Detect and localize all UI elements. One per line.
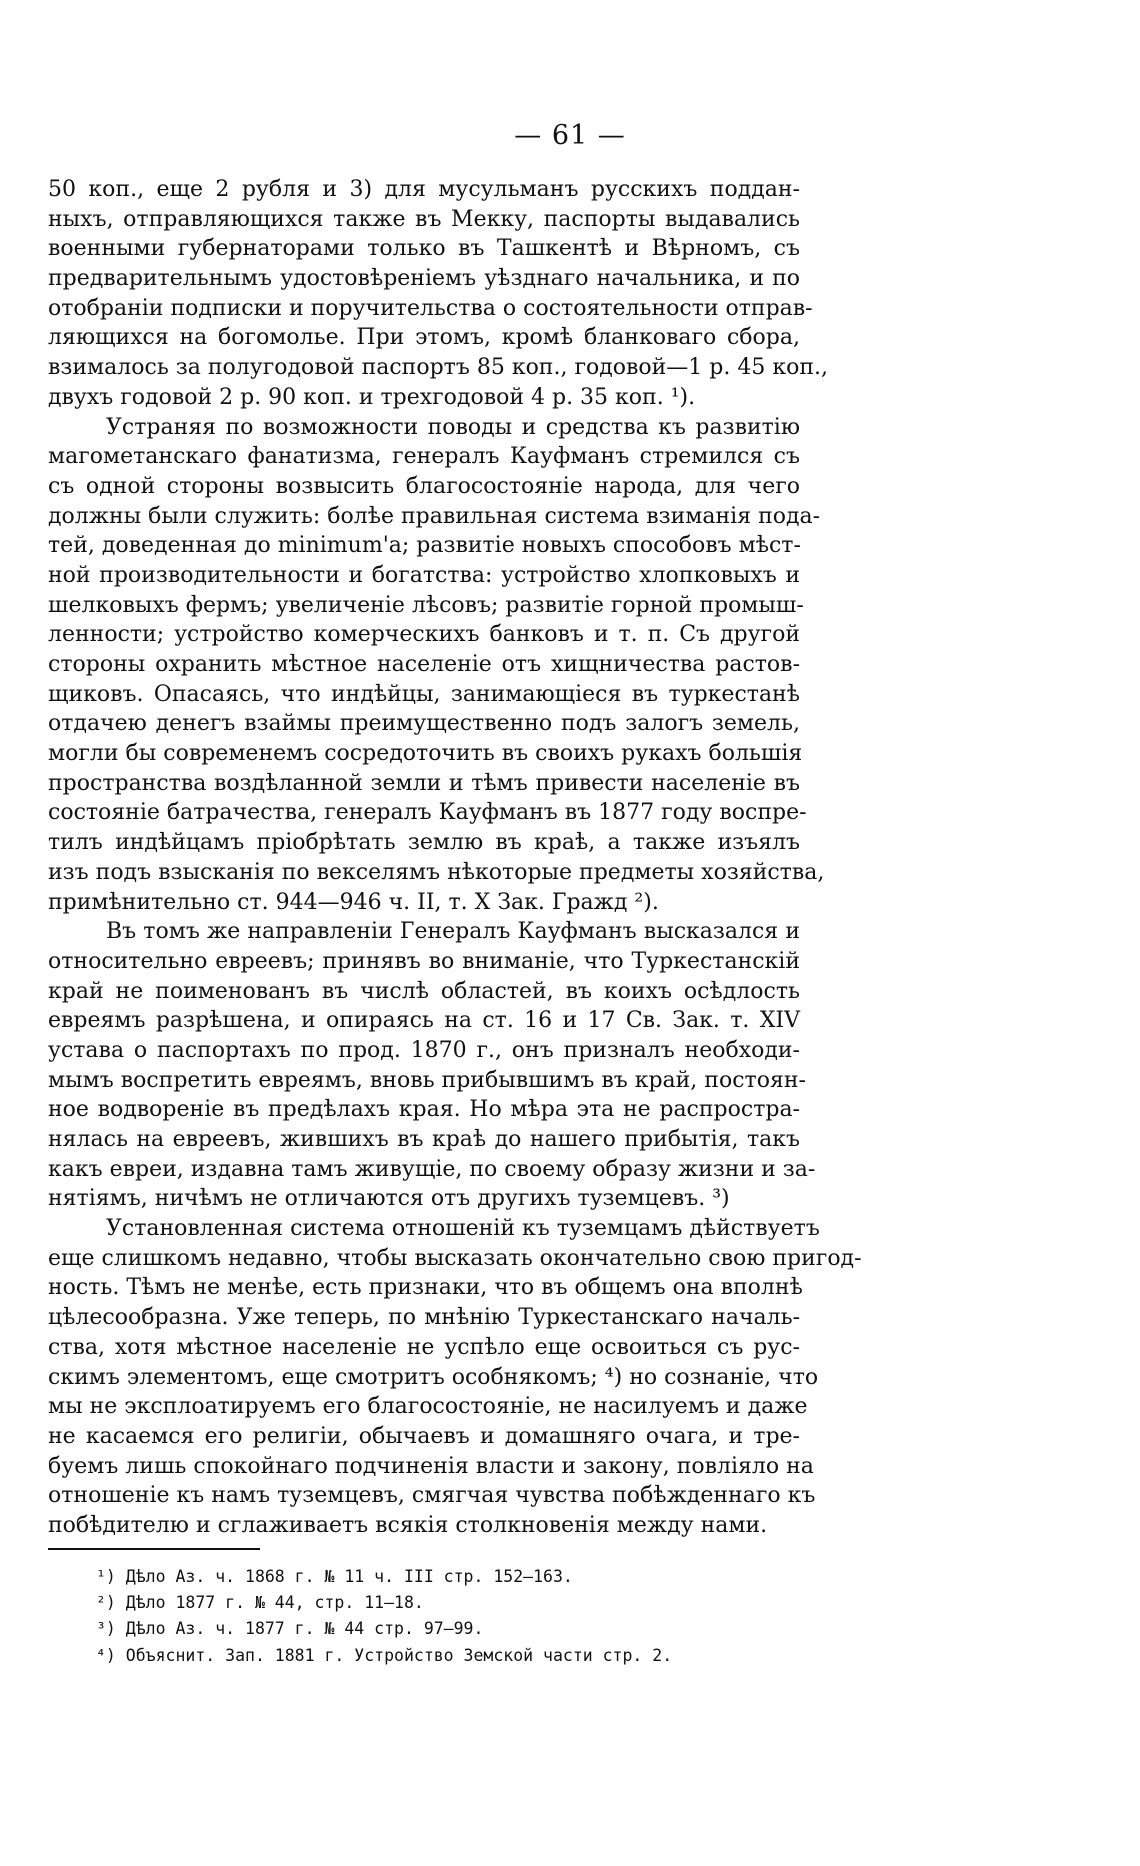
text-line: состояніе батрачества, генералъ Кауфманъ въ 1877 году воспре- — [48, 800, 807, 826]
paragraph-start-line: Устраняя по возможности поводы и средства къ развитію — [106, 414, 800, 440]
text-line: ность. Тѣмъ не менѣе, есть признаки, что въ общемъ она вполнѣ — [48, 1275, 803, 1301]
text-line: евреямъ разрѣшена, и опираясь на ст. 16 и 17 Св. Зак. т. XIV — [48, 1008, 800, 1034]
text-line: примѣнительно ст. 944—946 ч. II, т. X Зак. Гражд ²). — [48, 889, 659, 915]
text-line: отношеніе къ намъ туземцевъ, смягчая чувства побѣжденнаго къ — [48, 1483, 816, 1509]
page-number: — 61 — — [514, 120, 626, 151]
text-line: относительно евреевъ; принявъ во вниманіе, что Туркестанскій — [48, 948, 800, 974]
text-line: отобраніи подписки и поручительства о состоятельности отправ- — [48, 295, 813, 321]
text-line: скимъ элементомъ, еще смотритъ особнякомъ; ⁴) но сознаніе, что — [48, 1364, 819, 1390]
text-line: пространства воздѣланной земли и тѣмъ привести населеніе въ — [48, 770, 800, 796]
paragraph-start-line: Въ томъ же направленіи Генералъ Кауфманъ высказался и — [106, 919, 800, 945]
text-line: должны были служить: болѣе правильная система взиманія пода- — [48, 503, 821, 529]
footnotes — [96, 1564, 796, 1669]
footnote: ³) Дѣло Аз. ч. 1877 г. № 44 стр. 97—99. — [96, 1619, 484, 1639]
footnote-divider — [48, 1548, 260, 1550]
text-line: какъ евреи, издавна тамъ живущіе, по своему образу жизни и за- — [48, 1156, 816, 1182]
text-line: побѣдителю и сглаживаетъ всякія столкновенія между нами. — [48, 1512, 768, 1538]
text-line: нятіямъ, ничѣмъ не отличаются отъ другихъ туземцевъ. ³) — [48, 1186, 730, 1212]
footnote: ⁴) Объяснит. Зап. 1881 г. Устройство Земской части стр. 2. — [96, 1645, 673, 1665]
text-line: тилъ индѣйцамъ пріобрѣтать землю въ краѣ, а также изъялъ — [48, 830, 800, 856]
text-line: край не поименованъ въ числѣ областей, въ коихъ осѣдлость — [48, 978, 800, 1004]
body-text — [48, 175, 862, 1541]
text-line: мы не эксплоатируемъ его благосостояніе, не насилуемъ и даже — [48, 1394, 808, 1420]
text-line: мымъ воспретить евреямъ, вновь прибывшимъ въ край, постоян- — [48, 1067, 806, 1093]
text-line: ляющихся на богомолье. При этомъ, кромѣ бланковаго сбора, — [48, 325, 800, 351]
text-line: стороны охранить мѣстное населеніе отъ хищничества растов- — [48, 652, 800, 677]
text-line: магометанскаго фанатизма, генералъ Кауфманъ стремился съ — [48, 444, 800, 470]
text-line: не касаемся его религіи, обычаевъ и домашняго очага, и тре- — [48, 1423, 800, 1449]
text-line: могли бы современемъ сосредоточить въ своихъ рукахъ большія — [48, 741, 803, 767]
text-line: тей, доведенная до minimum'а; развитіе новыхъ способовъ мѣст- — [48, 533, 801, 559]
text-line: нялась на евреевъ, жившихъ въ краѣ до нашего прибытія, такъ — [48, 1127, 800, 1152]
text-line: двухъ годовой 2 р. 90 коп. и трехгодовой 4 р. 35 коп. ¹). — [48, 384, 696, 410]
text-line: еще слишкомъ недавно, чтобы высказать окончательно свою пригод- — [48, 1245, 862, 1271]
text-line: 50 коп., еще 2 рубля и 3) для мусульманъ русскихъ поддан- — [48, 177, 800, 202]
text-line: устава о паспортахъ по прод. 1870 г., онъ призналъ необходи- — [48, 1037, 800, 1063]
text-line: щиковъ. Опасаясь, что индѣйцы, занимающіеся въ туркестанѣ — [48, 681, 800, 707]
text-line: ства, хотя мѣстное населеніе не успѣло еще освоиться съ рус- — [48, 1334, 800, 1360]
text-line: ное водвореніе въ предѣлахъ края. Но мѣра эта не распростра- — [48, 1097, 800, 1123]
paragraph-start-line: Установленная система отношеній къ туземцамъ дѣйствуетъ — [106, 1216, 820, 1242]
text-line: съ одной стороны возвысить благосостояніе народа, для чего — [48, 473, 800, 499]
text-line: военными губернаторами только въ Ташкентѣ и Вѣрномъ, съ — [48, 236, 800, 262]
text-line: предварительнымъ удостовѣреніемъ уѣзднаго начальника, и по — [48, 266, 800, 292]
footnote: ²) Дѣло 1877 г. № 44, стр. 11—18. — [96, 1593, 424, 1613]
text-line: отдачею денегъ взаймы преимущественно подъ залогъ земель, — [48, 711, 800, 737]
footnote: ¹) Дѣло Аз. ч. 1868 г. № 11 ч. III стр. 152—163. — [96, 1567, 573, 1586]
text-line: шелковыхъ фермъ; увеличеніе лѣсовъ; развитіе горной промыш- — [48, 592, 804, 618]
text-line: ныхъ, отправляющихся также въ Мекку, паспорты выдавались — [48, 206, 800, 232]
text-line: взималось за полугодовой паспортъ 85 коп., годовой—1 р. 45 коп., — [48, 355, 829, 381]
text-line: буемъ лишь спокойнаго подчиненія власти и закону, повліяло на — [48, 1453, 814, 1479]
text-line: цѣлесообразна. Уже теперь, по мнѣнію Туркестанскаго началь- — [48, 1305, 800, 1331]
text-line: изъ подъ взысканія по векселямъ нѣкоторые предметы хозяйства, — [48, 859, 825, 885]
text-line: ленности; устройство комерческихъ банковъ и т. п. Съ другой — [48, 622, 800, 648]
text-line: ной производительности и богатства: устройство хлопковыхъ и — [48, 562, 800, 588]
